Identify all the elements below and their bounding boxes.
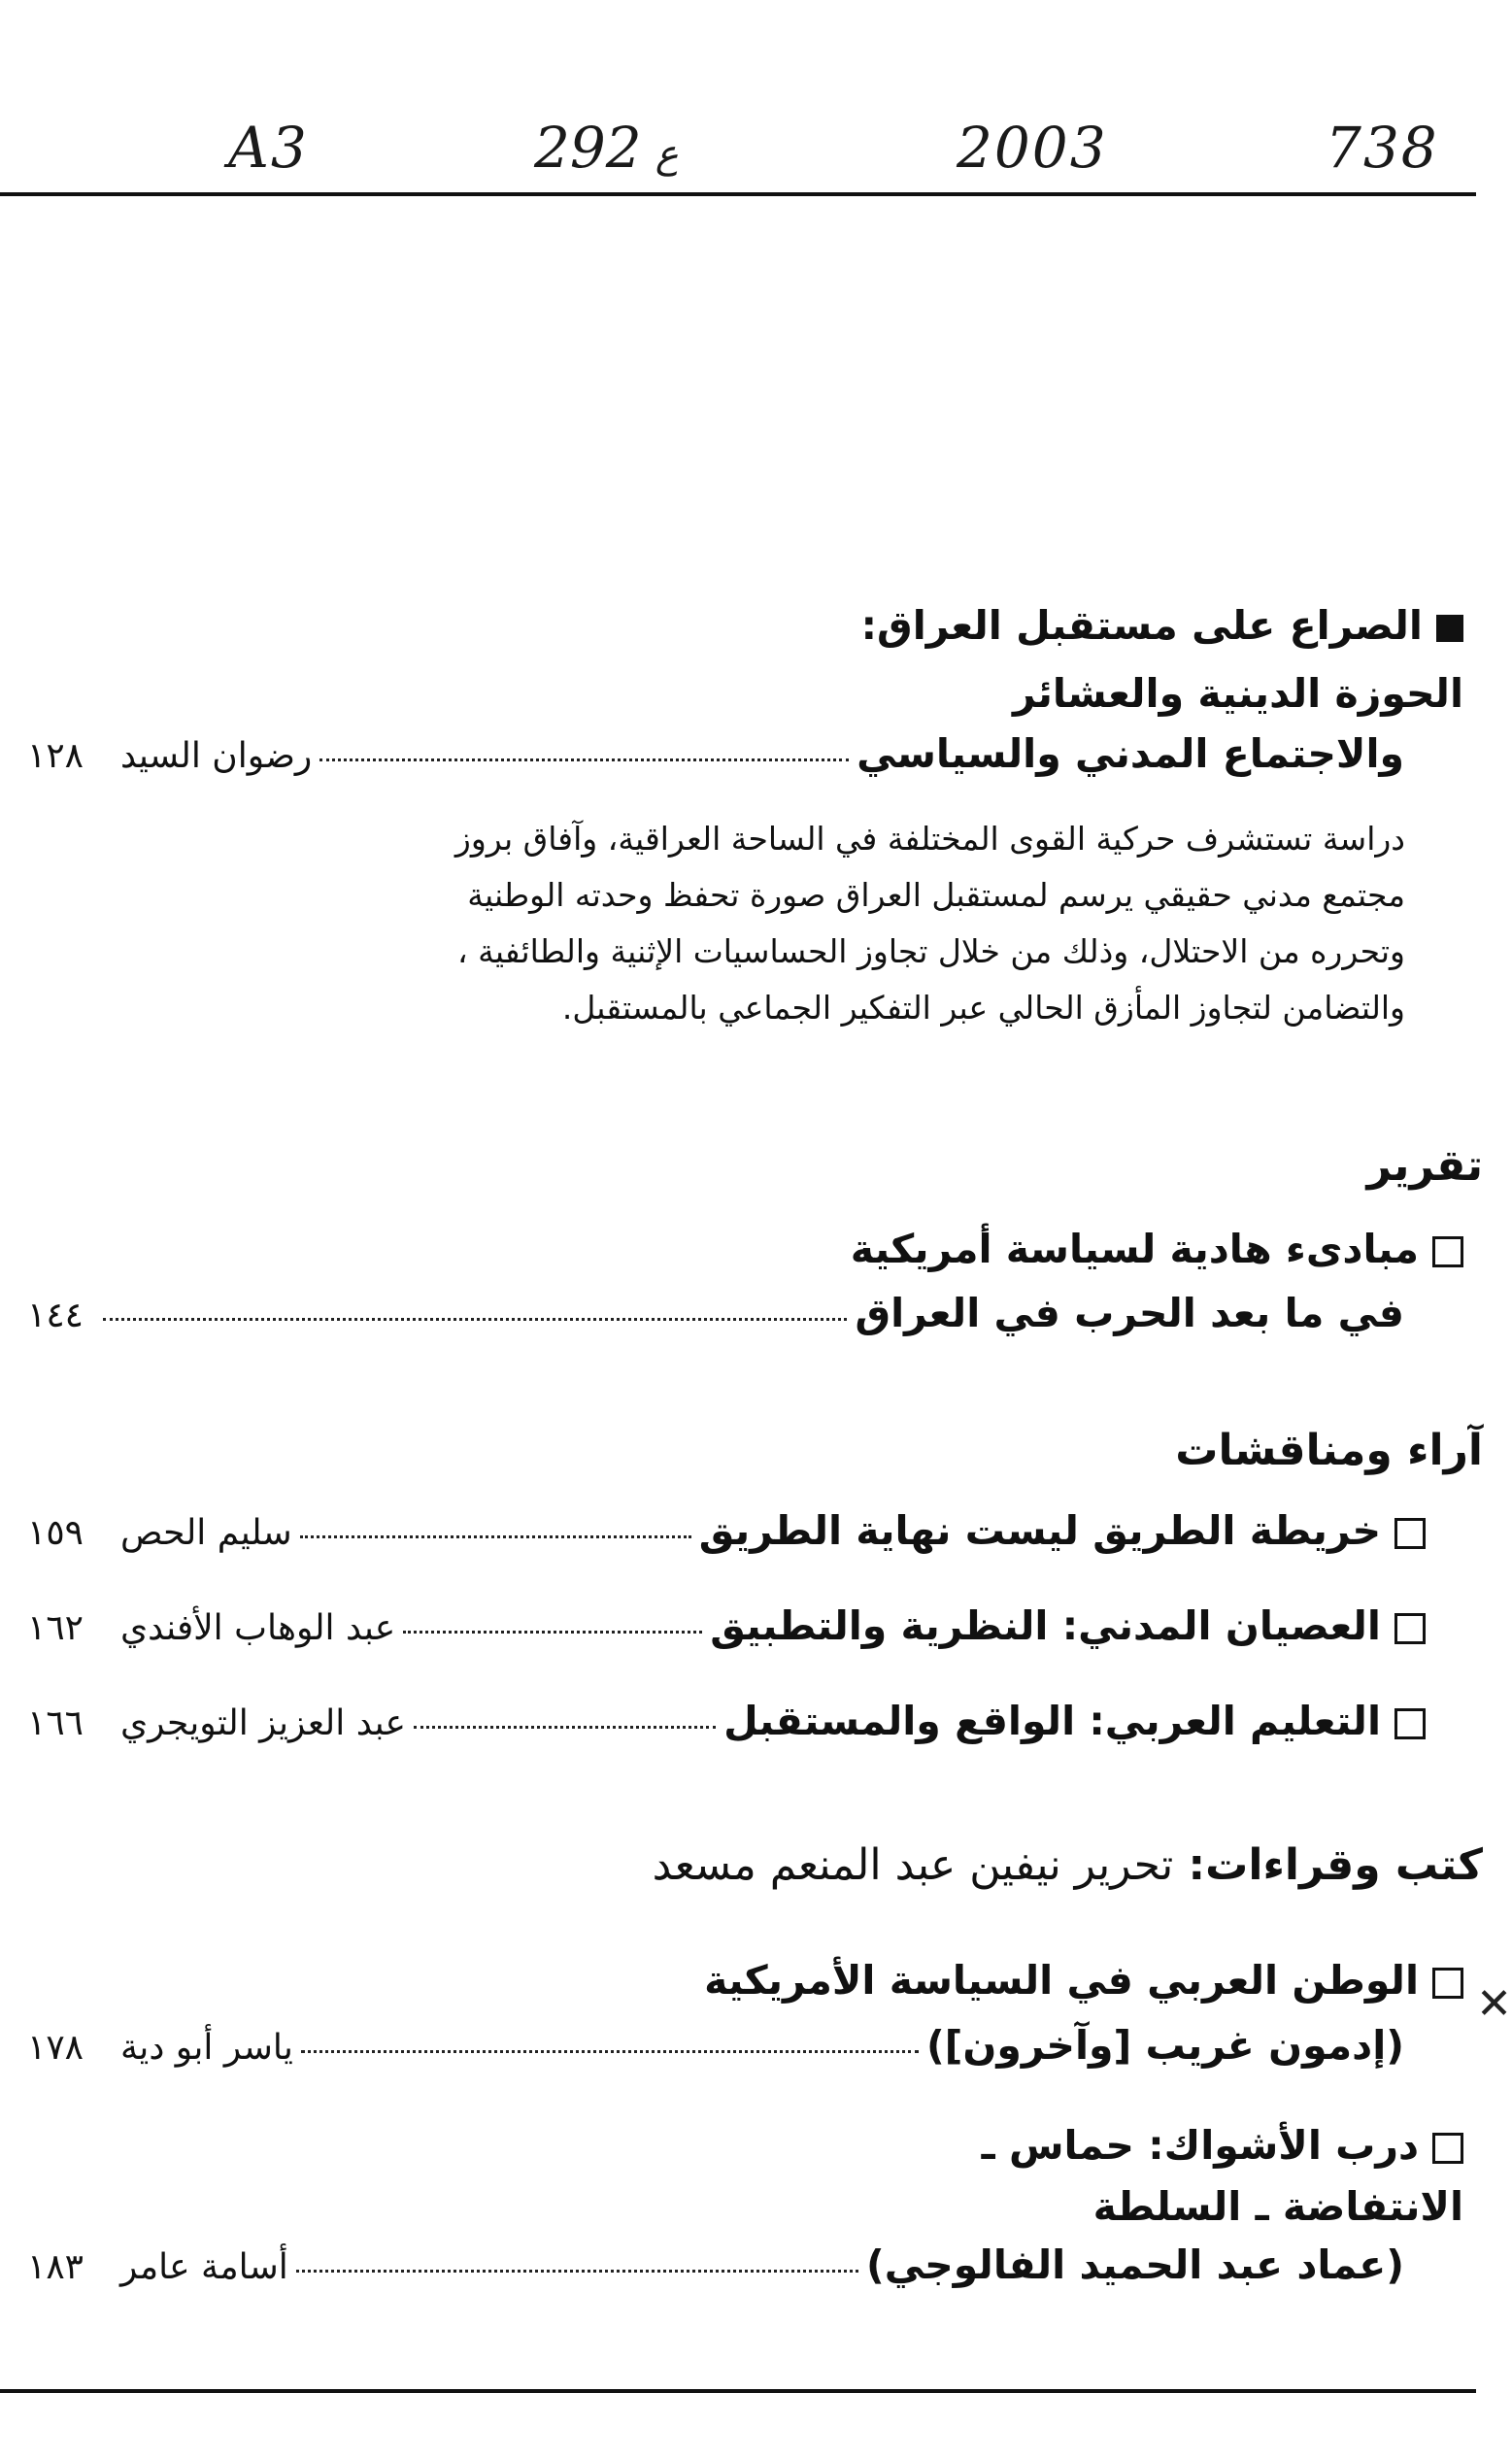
opinion-page: ١٥٩ (27, 1513, 84, 1553)
section-opinions-heading: آراء ومناقشات (1175, 1426, 1483, 1475)
handwritten-number: 292 (534, 115, 642, 181)
square-bullet-icon (1436, 615, 1463, 642)
books-heading-label: كتب وقراءات: (1188, 1840, 1483, 1890)
report-title-line2: في ما بعد الحرب في العراق (855, 1290, 1404, 1336)
checkbox-icon (1432, 1968, 1463, 1999)
article1-title-line3: والاجتماع المدني والسياسي (857, 730, 1404, 777)
leader-dots (300, 1535, 691, 1538)
checkbox-icon (1394, 1613, 1426, 1644)
opinion-author: عبد العزيز التويجري (120, 1703, 406, 1743)
report-entry[interactable] (27, 1290, 1426, 1336)
opinion-title: خريطة الطريق ليست نهاية الطريق (699, 1507, 1426, 1554)
book2-page: ١٨٣ (27, 2247, 84, 2287)
book2-title-line3: (عماد عبد الحميد الفالوجي) (865, 2241, 1404, 2288)
article1-title-line1: الصراع على مستقبل العراق: (861, 602, 1463, 649)
handwritten-note-a3: A3 (228, 115, 309, 181)
abstract-line: مجتمع مدني حقيقي يرسم لمستقبل العراق صورة تحفظ وحدته الوطنية (467, 876, 1405, 914)
section-report-heading: تقرير (1366, 1141, 1483, 1191)
book2-title-line1[interactable]: درب الأشواك: حماس ـ (982, 2122, 1463, 2169)
opinion-title: التعليم العربي: الواقع والمستقبل (723, 1698, 1426, 1744)
books-heading-editor: تحرير نيفين عبد المنعم مسعد (652, 1840, 1174, 1890)
checkbox-icon (1432, 2133, 1463, 2164)
opinion-author: عبد الوهاب الأفندي (120, 1608, 396, 1648)
report-page: ١٤٤ (27, 1296, 84, 1335)
abstract-line: وتحرره من الاحتلال، وذلك من خلال تجاوز الحساسيات الإثنية والطائفية ، (457, 932, 1405, 970)
handwritten-note-year: 2003 (957, 115, 1108, 181)
article1-abstract (201, 811, 1405, 1036)
report-title-line1[interactable]: مبادىء هادية لسياسة أمريكية (851, 1226, 1463, 1272)
book1-page: ١٧٨ (27, 2028, 84, 2068)
abstract-line: دراسة تستشرف حركية القوى المختلفة في الساحة العراقية، وآفاق بروز (454, 820, 1405, 858)
book2-entry[interactable] (27, 2241, 1426, 2288)
book1-author: ياسر أبو دية (120, 2028, 293, 2068)
opinion-title: العصيان المدني: النظرية والتطبيق (710, 1602, 1426, 1649)
leader-dots (319, 758, 849, 761)
opinion-author: سليم الحص (120, 1513, 292, 1553)
handwritten-note-292 (534, 115, 679, 181)
leader-dots (403, 1631, 702, 1634)
book1-title-line2: (إدمون غريب [وآخرون]) (925, 2022, 1404, 2069)
abstract-line: والتضامن لتجاوز المأزق الحالي عبر التفكير الجماعي بالمستقبل. (561, 989, 1405, 1027)
section-books-heading (653, 1840, 1483, 1890)
checkbox-icon (1394, 1708, 1426, 1739)
opinion-page: ١٦٢ (27, 1608, 84, 1648)
article1-page: ١٢٨ (27, 736, 84, 776)
opinion-entry[interactable] (27, 1698, 1426, 1744)
leader-dots (301, 2050, 919, 2053)
book1-entry[interactable] (27, 2022, 1426, 2069)
leader-dots (103, 1318, 847, 1321)
article1-author: رضوان السيد (120, 736, 313, 776)
article1-title-line2: الحوزة الدينية والعشائر (1012, 670, 1463, 717)
top-rule (0, 192, 1476, 196)
opinion-entry[interactable] (27, 1507, 1426, 1554)
checkbox-icon (1432, 1236, 1463, 1267)
article1-entry[interactable] (27, 730, 1426, 777)
book2-author: أسامة عامر (120, 2247, 288, 2287)
handwritten-letter: ع (655, 132, 679, 177)
leader-dots (296, 2270, 858, 2273)
opinion-entry[interactable] (27, 1602, 1426, 1649)
handwritten-note-738: 738 (1326, 115, 1439, 181)
margin-x-mark: ✕ (1476, 1979, 1512, 2029)
bottom-rule (0, 2389, 1476, 2393)
leader-dots (414, 1726, 716, 1729)
checkbox-icon (1394, 1518, 1426, 1549)
opinion-page: ١٦٦ (27, 1703, 84, 1743)
book2-title-line2: الانتفاضة ـ السلطة (1092, 2183, 1463, 2230)
book1-title-line1[interactable]: الوطن العربي في السياسة الأمريكية (704, 1957, 1463, 2004)
